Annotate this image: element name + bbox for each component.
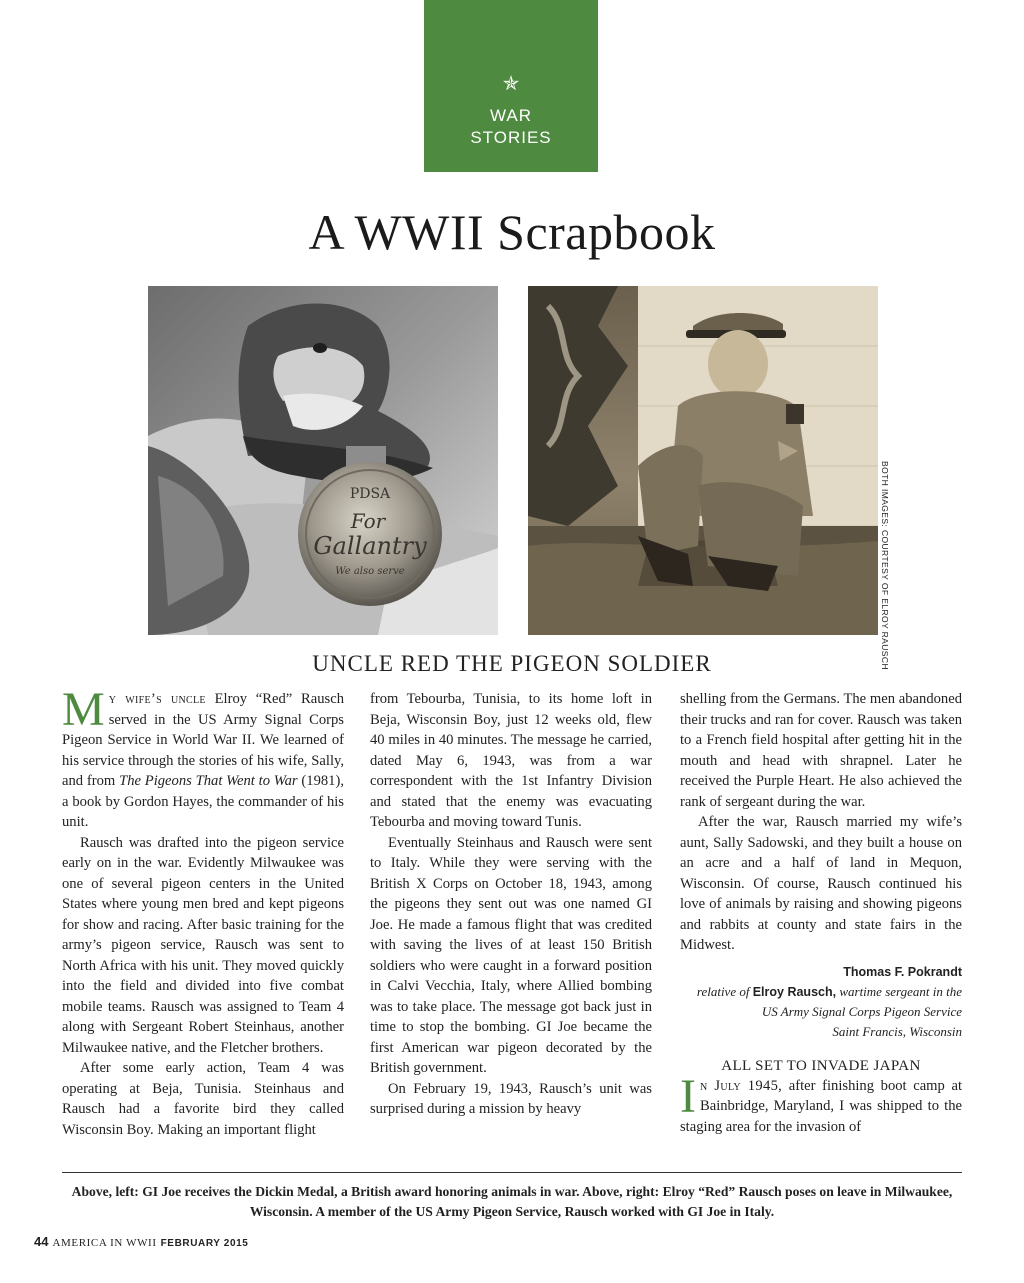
- relation-text: relative of: [696, 983, 753, 999]
- issue-date: FEBRUARY 2015: [160, 1238, 249, 1249]
- book-title: The Pigeons That Went to War: [119, 773, 298, 789]
- signature-block: [680, 962, 962, 1042]
- photo-credit: [880, 461, 892, 670]
- article-paragraph-1: [62, 683, 344, 833]
- article-2-paragraph: [680, 1069, 962, 1138]
- author-name: Thomas F. Pokrandt: [843, 964, 962, 979]
- article-paragraph-6: After the war, Rausch married my wife’s aunt, Sally Sadowski, and they built a house on an acre and a half of land in Mequon, Wisconsin. Of course, Rausch continued his love of animals by raising and showing pigeons and rabbits at county and state fairs in the Midwest.: [680, 814, 962, 953]
- photo-soldier: [528, 286, 878, 635]
- medal-line-3: We also serve: [335, 566, 405, 577]
- drop-cap-2: I: [680, 1069, 696, 1123]
- medal-line-1: For: [350, 509, 386, 533]
- photo-pigeon-medal: [148, 286, 498, 635]
- paragraph-1-text: Elroy “Red” Rausch served in the US Army Signal Corps Pigeon Service in World War II. We learned of his service through the stories of his wife, Sally, and from: [62, 691, 344, 789]
- author-relation: [680, 982, 962, 1022]
- article-paragraph-3-continued: from Tebourba, Tunisia, to its home loft in Beja, Wisconsin Boy, just 12 weeks old, flew 40 miles in 40 minutes. The message he carried, dated May 6, 1943, was from a war correspondent with the 1st Infantry Division and stated that the enemy was evacuating Tebourba and moving toward Tunis.: [370, 691, 652, 830]
- article-paragraph-4: Eventually Steinhaus and Rausch were sent to Italy. While they were serving with the British X Corps on October 18, 1943, among the pigeons they sent out was one named GI Joe. He made a famous flight that was credited with saving the lives of at least 150 British soldiers who were caught in a forward position in Calvi Vecchia, Italy, where Allied bombing was to take place. The message got back just in time to stop the bombing. GI Joe became the first American war pigeon decorated by the British government.: [370, 834, 652, 1076]
- article-paragraph-5: On February 19, 1943, Rausch’s unit was surprised during a mission by heavy: [370, 1080, 652, 1117]
- section-label-war: WAR: [489, 106, 533, 125]
- page-title: A WWII Scrapbook: [308, 204, 716, 260]
- photo-caption: Above, left: GI Joe receives the Dickin Medal, a British award honoring animals in war. Above, right: Elroy “Red” Rausch poses on leave in Milwaukee, Wisconsin. A member of the US Army Pigeon Service, Rausch worked with GI Joe in Italy.: [71, 1184, 953, 1219]
- author-location: Saint Francis, Wisconsin: [832, 1023, 962, 1039]
- medal-top-text: PDSA: [349, 486, 391, 502]
- article-paragraph-5-continued: shelling from the Germans. The men abandoned their trucks and ran for cover. Rausch was taken to a French field hospital after getting hit in the mouth and head with shrapnel. Later he received the Purple Heart. He also achieved the rank of sergeant during the war.: [680, 691, 962, 810]
- article-2-title: ALL SET TO INVADE JAPAN: [721, 1057, 921, 1074]
- paragraph-1-end: (1981), a book by Gordon Hayes, the commander of his unit.: [62, 773, 344, 830]
- caption-divider: [62, 1172, 962, 1173]
- section-tab: [424, 0, 598, 172]
- magazine-name: AMERICA IN WWII: [52, 1237, 157, 1249]
- article-column-2: [370, 689, 652, 1120]
- drop-cap: M: [62, 683, 105, 736]
- article-paragraph-3: After some early action, Team 4 was operating at Beja, Tunisia. Steinhaus and Rausch had a favorite bird they called Wisconsin Boy. Making an important flight: [62, 1060, 344, 1138]
- subject-role: wartime sergeant in the US Army Signal Corps Pigeon Service: [761, 983, 962, 1019]
- soldier-image: [528, 286, 878, 635]
- pigeon-medal-image: [148, 286, 498, 635]
- article-column-3: [680, 689, 962, 1137]
- photo-credit-text: BOTH IMAGES: COURTESY OF ELROY RAUSCH: [880, 461, 890, 670]
- lead-in-2: n July 1945,: [699, 1077, 783, 1094]
- lead-in: y wife’s uncle: [108, 691, 206, 707]
- article-column-1: [62, 683, 344, 1140]
- article-title: UNCLE RED THE PIGEON SOLDIER: [312, 651, 712, 676]
- folio: [34, 1234, 248, 1249]
- subject-name: Elroy Rausch,: [752, 984, 837, 999]
- article-paragraph-2: Rausch was drafted into the pigeon service early on in the war. Evidently Milwaukee was one of several pigeon centers in the United States where young men bred and kept pigeons for show and racing. After basic training for the army’s pigeon service, Rausch was sent to North Africa with his unit. They moved quickly into the field and divided into five combat mobile teams. Rausch was assigned to Team 4 along with Sergeant Robert Steinhaus, another Milwaukee native, and the Fletcher brothers.: [62, 834, 344, 1056]
- article-2-text: after finishing boot camp at Bainbridge, Maryland, I was shipped to the staging area for the invasion of: [680, 1077, 962, 1135]
- page-number: 44: [34, 1234, 49, 1249]
- medal-line-2: Gallantry: [313, 532, 427, 560]
- star-icon: ✯: [502, 73, 520, 95]
- section-label-stories: STORIES: [470, 128, 552, 147]
